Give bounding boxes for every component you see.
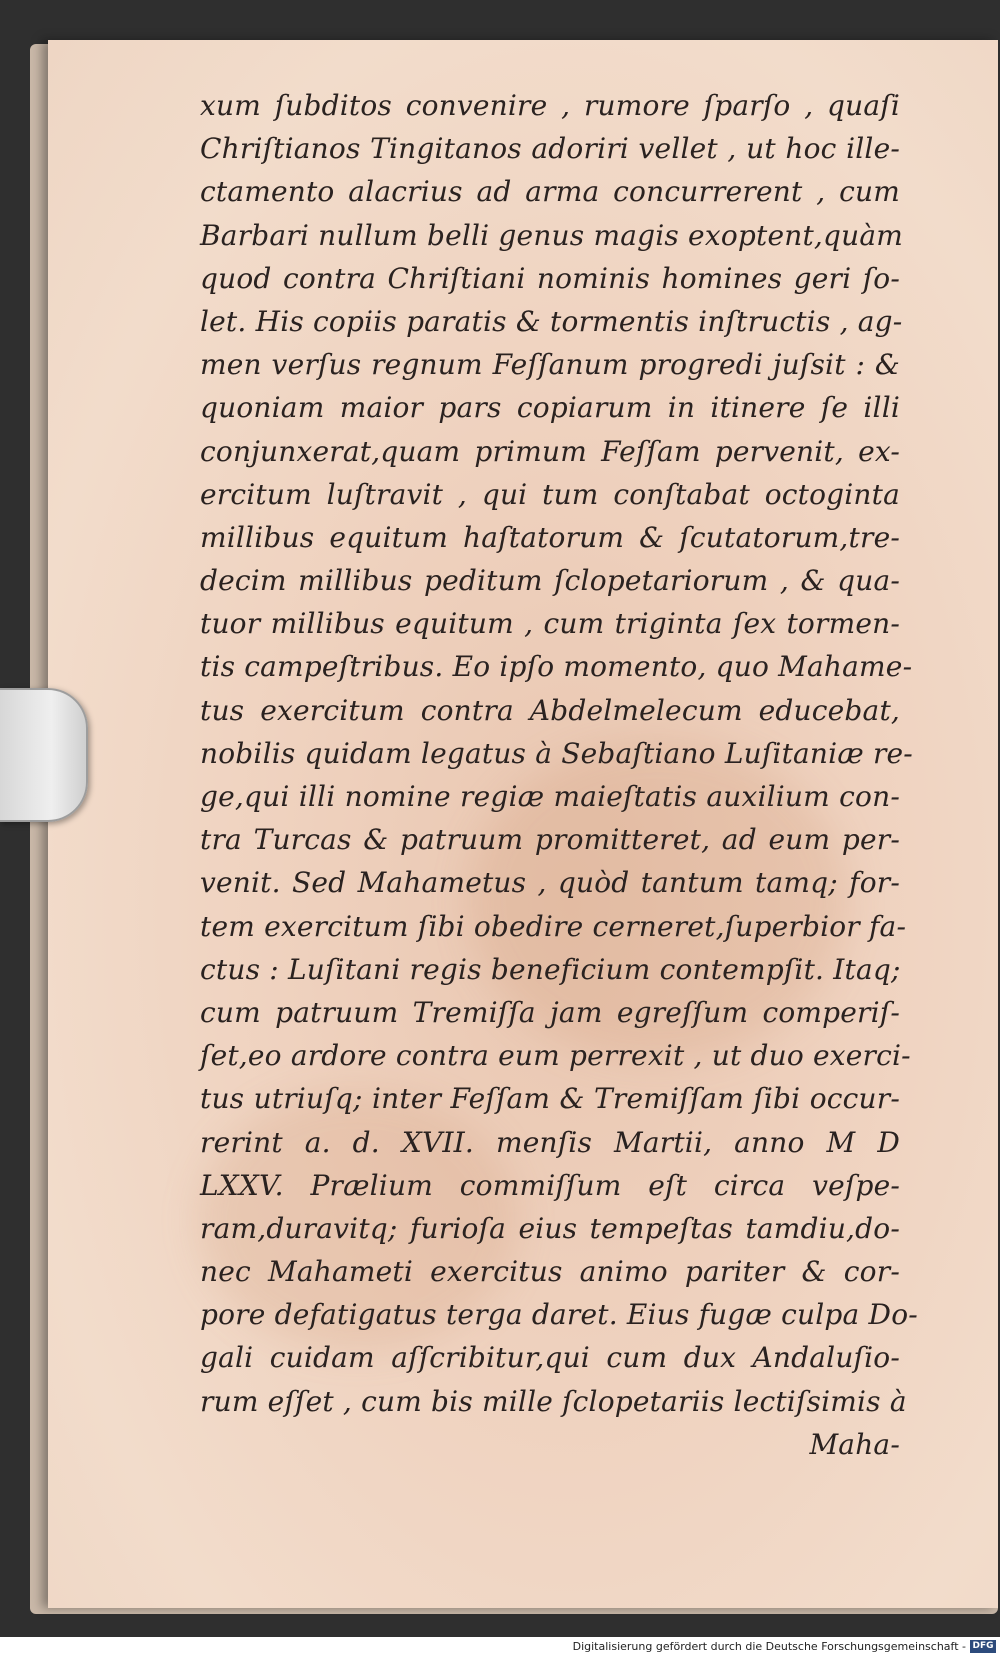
text-line: LXXV. Prælium commiſſum eſt circa veſpe- [200, 1168, 900, 1202]
text-line: men verſus regnum Feſſanum progredi juſsit : & [200, 348, 900, 382]
text-line: venit. Sed Mahametus , quòd tantum tamq; for- [200, 866, 900, 900]
footer-credit: Digitalisierung gefördert durch die Deutsche Forschungsgemeinschaft - [572, 1640, 966, 1653]
text-line: tis campeſtribus. Eo ipſo momento, quo Mahame- [200, 650, 913, 684]
text-line: tra Turcas & patruum promitteret, ad eum per- [200, 823, 900, 857]
text-line: decim millibus peditum ſclopetariorum , & qua- [200, 564, 900, 598]
dfg-logo: DFG [970, 1640, 996, 1653]
text-line: xum ſubditos convenire , rumore ſparſo , quaſi [200, 89, 900, 122]
text-line: let. His copiis paratis & tormentis inſtructis , ag- [200, 304, 903, 338]
text-block [200, 84, 918, 1466]
text-line: cum patruum Tremiſſa jam egreſſum comperiſ- [200, 995, 900, 1029]
text-line: ctus : Luſitani regis beneficium contempſit. Itaq; [200, 952, 901, 986]
text-line: ctamento alacrius ad arma concurrerent , cum [200, 175, 900, 209]
text-line: conjunxerat,quam primum Feſſam pervenit, ex- [200, 434, 900, 468]
footer-bar [0, 1637, 1000, 1657]
catchword: Maha- [809, 1427, 900, 1461]
text-line: millibus equitum haſtatorum & ſcutatorum,tre- [200, 520, 900, 554]
text-line: tem exercitum ſibi obedire cerneret,ſuperbior fa- [200, 909, 907, 943]
text-line: Chriſtianos Tingitanos adoriri vellet , ut hoc ille- [200, 132, 900, 166]
text-line: quoniam maior pars copiarum in itinere ſe illi [200, 391, 900, 425]
text-line: nobilis quidam legatus à Sebaſtiano Luſitaniæ re- [200, 736, 913, 770]
text-line: ram,duravitq; furioſa eius tempeſtas tamdiu,do- [200, 1211, 900, 1245]
text-line: tuor millibus equitum , cum triginta ſex tormen- [200, 607, 900, 641]
text-line: tus exercitum contra Abdelmelecum educebat, [200, 693, 900, 727]
text-line: pore defatigatus terga daret. Eius fugæ culpa Do- [200, 1298, 918, 1332]
text-line: rum eſſet , cum bis mille ſclopetariis lectiſsimis à [200, 1384, 907, 1418]
text-line: ge,qui illi nomine regiæ maieſtatis auxilium con- [200, 780, 900, 813]
text-line: nec Mahameti exercitus animo pariter & cor- [200, 1255, 900, 1289]
text-line: rerint a. d. XVII. menſis Martii, anno M D [200, 1125, 900, 1159]
text-line: ercitum luſtravit , qui tum conſtabat octoginta [200, 477, 900, 511]
text-line: quod contra Chriſtiani nominis homines geri ſo- [200, 261, 900, 295]
text-line: gali cuidam aſſcribitur,qui cum dux Andaluſio- [200, 1341, 900, 1375]
text-line: ſet,eo ardore contra eum perrexit , ut duo exerci- [200, 1039, 911, 1073]
page-clip [0, 688, 88, 822]
text-line: Barbari nullum belli genus magis exoptent,quàm [200, 218, 904, 252]
text-line: tus utriuſq; inter Feſſam & Tremiſſam ſibi occur- [200, 1082, 900, 1116]
